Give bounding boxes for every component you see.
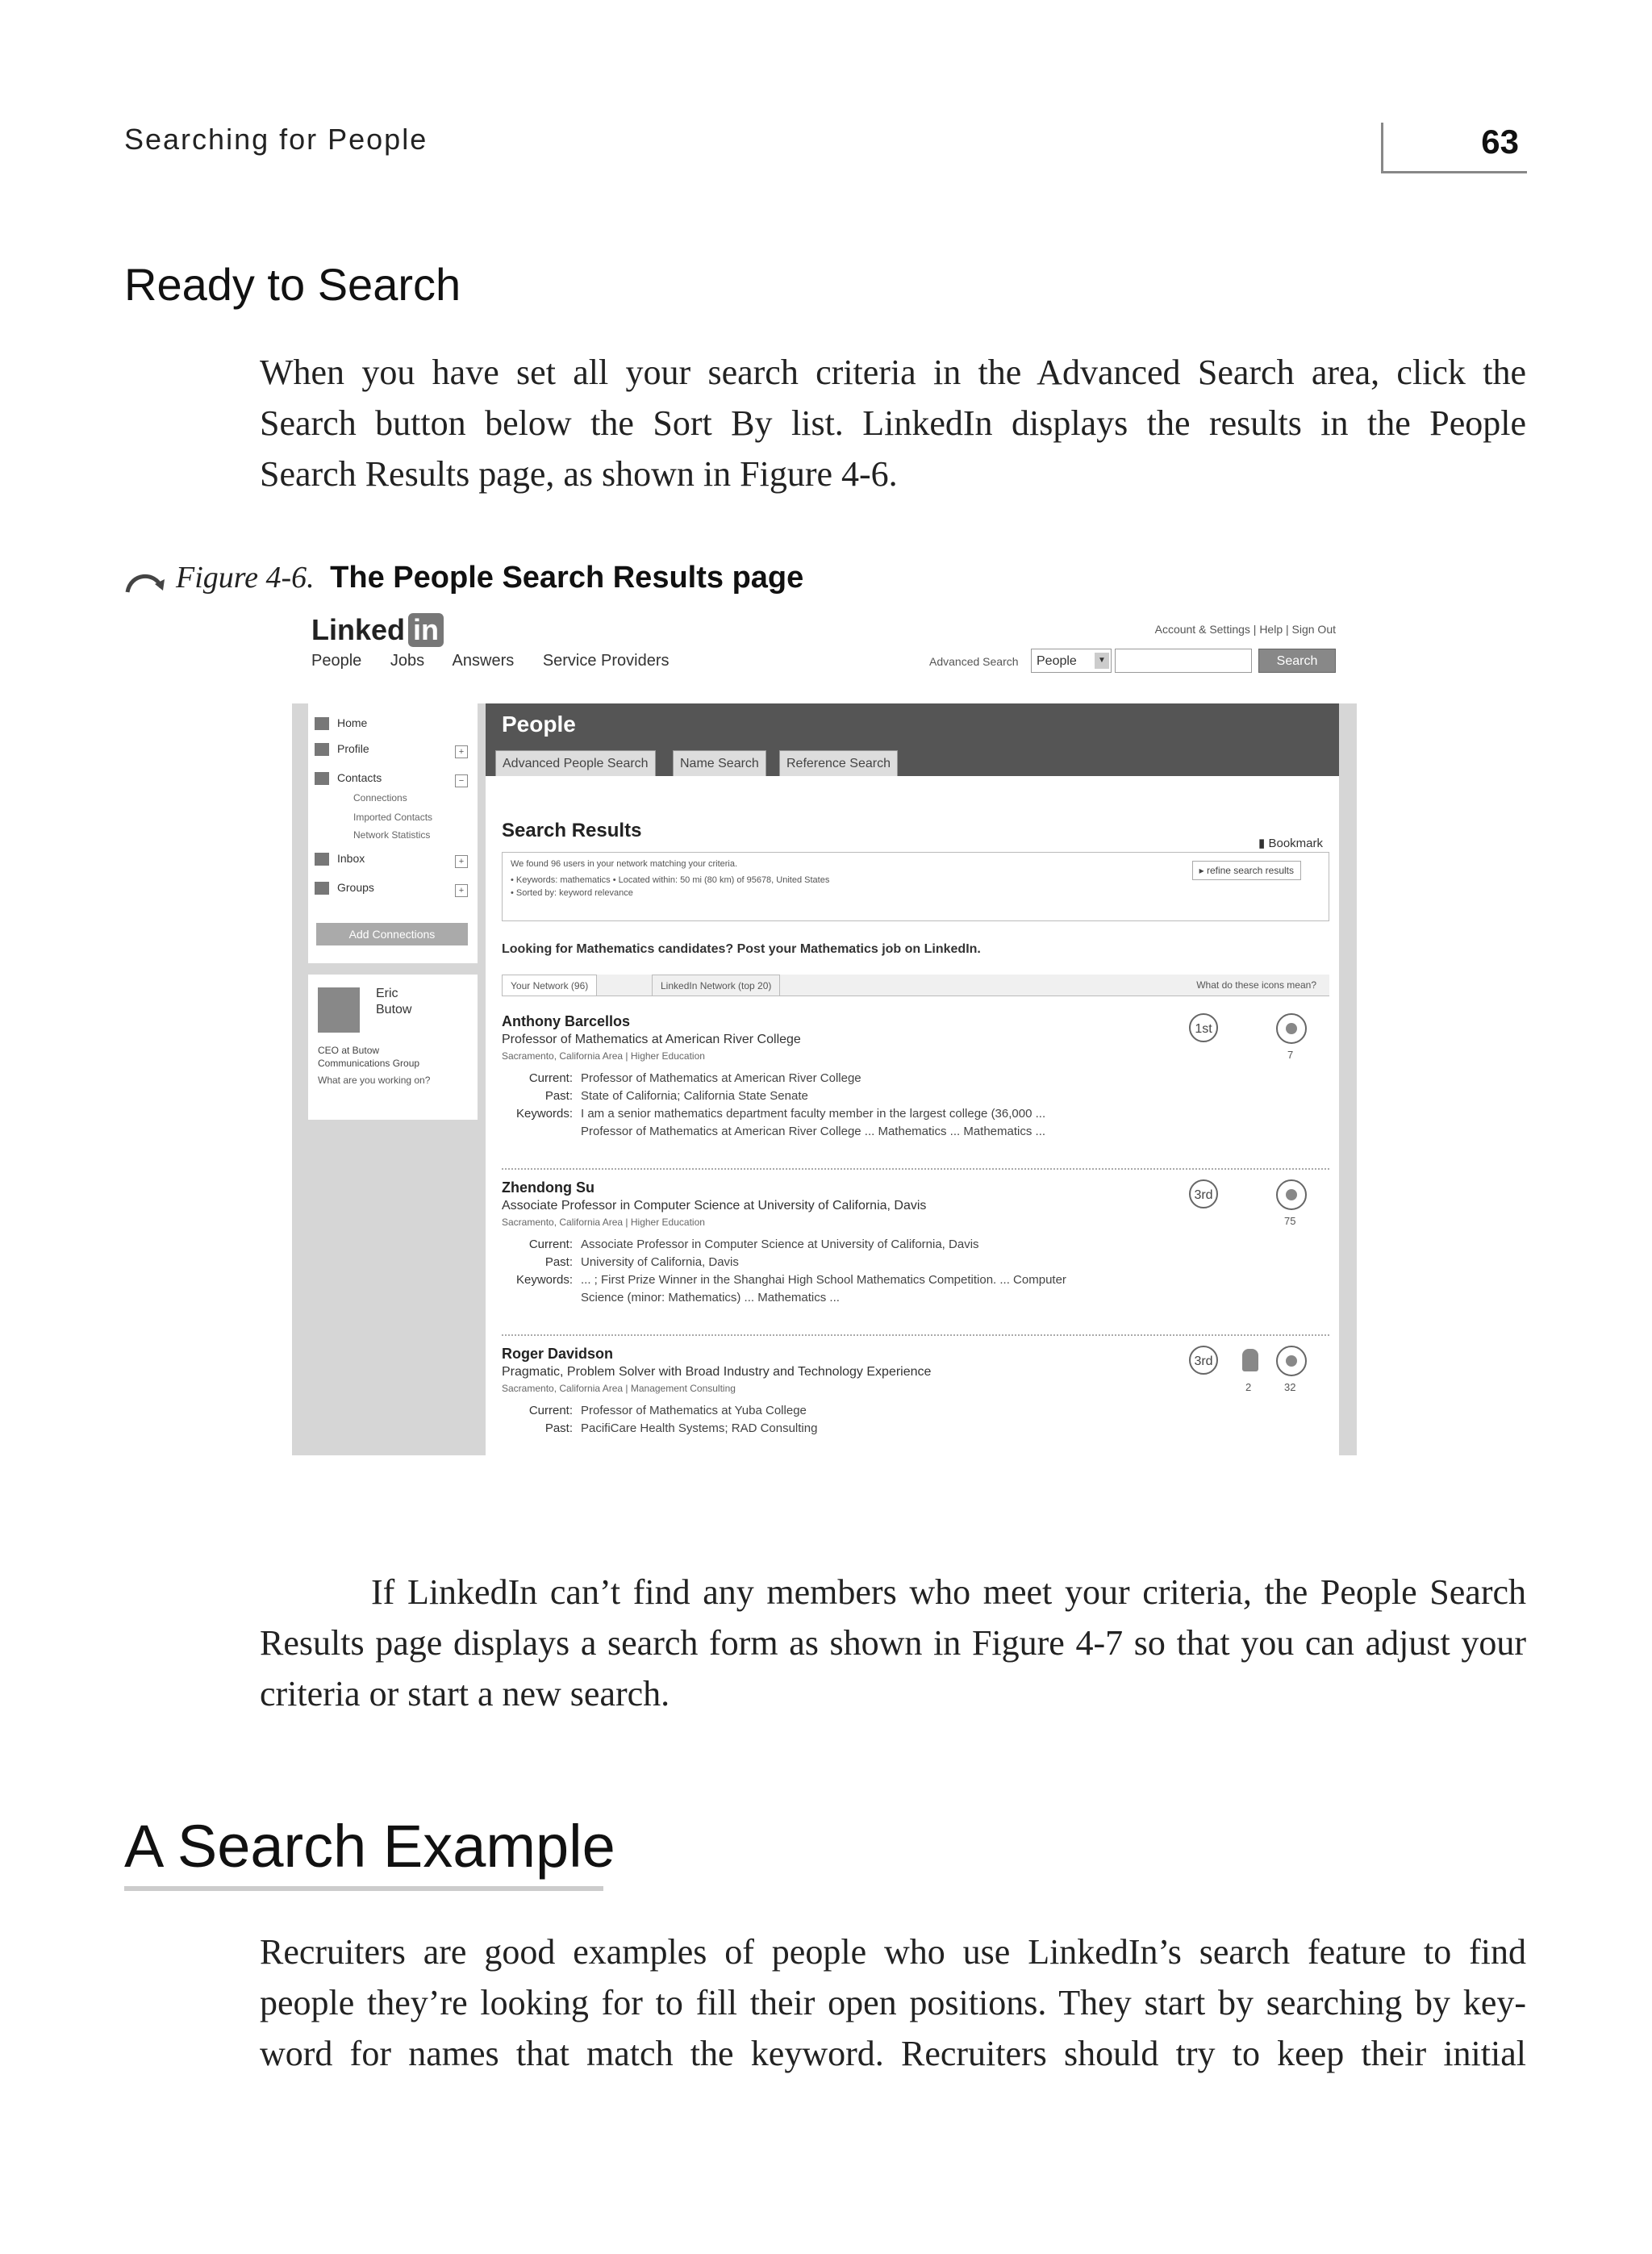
tab-name-search[interactable]: Name Search xyxy=(673,750,766,776)
paragraph-no-results xyxy=(260,1567,1526,1719)
status-prompt[interactable]: What are you working on? xyxy=(318,1075,431,1086)
result-keywords-cont: Science (minor: Mathematics) ... Mathematics ... xyxy=(581,1291,840,1304)
expand-icon[interactable]: + xyxy=(455,855,468,868)
result-headline: Associate Professor in Computer Science at University of California, Davis xyxy=(502,1199,927,1213)
paragraph-line: people they’re looking for to fill their open positions. They start by searching by key- xyxy=(260,1983,1526,2022)
sidebar-sub-network-stats[interactable]: Network Statistics xyxy=(353,829,431,841)
sidebar-sub-connections[interactable]: Connections xyxy=(353,792,407,804)
recommendation-icon[interactable] xyxy=(1242,1349,1258,1371)
section-heading-ready: Ready to Search xyxy=(124,259,461,310)
shared-groups-icon[interactable] xyxy=(1276,1179,1307,1210)
search-results-title: Search Results xyxy=(502,820,642,841)
logo-in-badge: in xyxy=(408,613,444,647)
result-keywords: Keywords: ... ; First Prize Winner in the Shanghai High School Mathematics Competition. ... Computer xyxy=(515,1273,1066,1287)
running-head: Searching for People xyxy=(124,123,428,156)
tab-linkedin-network[interactable]: LinkedIn Network (top 20) xyxy=(652,975,780,996)
profile-title: CEO at Butow Communications Group xyxy=(318,1045,420,1069)
result-keywords-cont: Professor of Mathematics at American River College ... Mathematics ... Mathematics ... xyxy=(581,1125,1046,1138)
network-tabs xyxy=(502,975,1329,996)
profile-icon xyxy=(315,743,329,756)
curved-arrow-icon xyxy=(124,568,166,595)
avatar[interactable] xyxy=(318,987,360,1033)
main-panel xyxy=(486,703,1339,1455)
nav-people[interactable]: People xyxy=(311,652,362,670)
search-type-select[interactable] xyxy=(1031,649,1112,673)
paragraph-line: If LinkedIn can’t find any members who meet your criteria, the People Search xyxy=(371,1572,1526,1612)
figure-label: Figure 4-6. xyxy=(176,561,315,595)
figure-caption xyxy=(124,560,803,595)
result-item xyxy=(502,1179,1329,1338)
result-past: Past: PacifiCare Health Systems; RAD Consulting xyxy=(544,1421,818,1435)
job-post-prompt[interactable]: Looking for Mathematics candidates? Post your Mathematics job on LinkedIn. xyxy=(502,942,981,956)
section-heading-example: A Search Example xyxy=(124,1813,615,1880)
heading-underline xyxy=(124,1886,603,1891)
degree-badge: 3rd xyxy=(1189,1346,1218,1375)
criteria-line: We found 96 users in your network matching your criteria. xyxy=(511,859,738,869)
figure-title: The People Search Results page xyxy=(330,561,804,595)
linkedin-logo[interactable] xyxy=(311,613,444,647)
result-past: Past: University of California, Davis xyxy=(544,1255,739,1269)
result-past: Past: State of California; California State Senate xyxy=(544,1089,808,1103)
criteria-line: • Keywords: mathematics • Located within: 50 mi (80 km) of 95678, United States xyxy=(511,875,830,885)
result-headline: Pragmatic, Problem Solver with Broad Industry and Technology Experience xyxy=(502,1365,932,1379)
result-item xyxy=(502,1346,1329,1450)
bookmark-link[interactable]: ▮ Bookmark xyxy=(1258,837,1323,850)
groups-icon xyxy=(315,882,329,895)
paragraph-line: criteria or start a new search. xyxy=(260,1674,670,1713)
result-current: Current: Professor of Mathematics at Yuba College xyxy=(528,1404,807,1417)
degree-badge: 1st xyxy=(1189,1013,1218,1042)
degree-badge: 3rd xyxy=(1189,1179,1218,1208)
page-title: People xyxy=(502,712,576,737)
nav-answers[interactable]: Answers xyxy=(452,652,515,670)
sidebar-item-home[interactable]: Home xyxy=(315,716,367,730)
figure-screenshot xyxy=(292,607,1357,1455)
inbox-icon xyxy=(315,853,329,866)
logo-text: Linked xyxy=(311,613,406,646)
paragraph-line: When you have set all your search criteria in the Advanced Search area, click the xyxy=(260,353,1526,392)
content-area xyxy=(292,703,1357,1455)
shared-groups-count: 75 xyxy=(1284,1215,1296,1227)
profile-name[interactable]: Eric Butow xyxy=(376,987,412,1016)
people-header xyxy=(486,703,1339,776)
result-keywords: Keywords: I am a senior mathematics department faculty member in the largest college (36,000 ... xyxy=(515,1107,1046,1121)
paragraph-line: Search Results page, as shown in Figure 4-6. xyxy=(260,454,898,494)
tab-your-network[interactable]: Your Network (96) xyxy=(502,975,597,996)
search-type-value: People xyxy=(1037,654,1077,668)
paragraph-line: Search button below the Sort By list. LinkedIn displays the results in the People xyxy=(260,403,1526,443)
page-number: 63 xyxy=(1481,123,1519,161)
criteria-line: • Sorted by: keyword relevance xyxy=(511,888,633,898)
sidebar-item-contacts[interactable]: Contacts xyxy=(315,771,382,785)
result-divider xyxy=(502,1334,1329,1336)
result-location: Sacramento, California Area | Higher Education xyxy=(502,1050,705,1062)
refine-search-button[interactable]: ▸ refine search results xyxy=(1192,861,1301,880)
result-name[interactable]: Anthony Barcellos xyxy=(502,1013,631,1029)
recommendation-count: 2 xyxy=(1245,1381,1252,1393)
sidebar-item-inbox[interactable]: Inbox xyxy=(315,852,365,866)
result-divider xyxy=(502,1168,1329,1170)
result-item xyxy=(502,1013,1329,1171)
paragraph-example xyxy=(260,1926,1526,2079)
shared-groups-count: 7 xyxy=(1287,1049,1294,1061)
advanced-search-link[interactable]: Advanced Search xyxy=(929,655,1019,668)
shared-groups-icon[interactable] xyxy=(1276,1346,1307,1376)
result-current: Current: Professor of Mathematics at American River College xyxy=(528,1071,861,1085)
result-name[interactable]: Roger Davidson xyxy=(502,1346,614,1362)
sidebar-item-groups[interactable]: Groups xyxy=(315,881,374,895)
shared-groups-icon[interactable] xyxy=(1276,1013,1307,1044)
icons-help-link[interactable]: What do these icons mean? xyxy=(1196,979,1316,991)
home-icon xyxy=(315,717,329,730)
shared-groups-count: 32 xyxy=(1284,1381,1296,1393)
main-nav xyxy=(311,652,694,670)
criteria-summary xyxy=(502,852,1329,921)
expand-icon[interactable]: + xyxy=(455,745,468,758)
result-headline: Professor of Mathematics at American River College xyxy=(502,1033,801,1046)
result-current: Current: Associate Professor in Computer Science at University of California, Davis xyxy=(528,1238,979,1251)
nav-service-providers[interactable]: Service Providers xyxy=(542,652,670,670)
sidebar-sub-imported[interactable]: Imported Contacts xyxy=(353,812,433,823)
tab-advanced-people-search[interactable]: Advanced People Search xyxy=(495,750,656,776)
contacts-icon xyxy=(315,772,329,785)
chevron-down-icon: ▼ xyxy=(1095,653,1109,669)
sidebar-item-profile[interactable]: Profile xyxy=(315,742,369,756)
nav-jobs[interactable]: Jobs xyxy=(390,652,425,670)
result-name[interactable]: Zhendong Su xyxy=(502,1179,594,1196)
result-location: Sacramento, California Area | Management Consulting xyxy=(502,1383,736,1394)
account-links[interactable]: Account & Settings | Help | Sign Out xyxy=(1154,623,1336,636)
search-button[interactable]: Search xyxy=(1258,649,1336,673)
result-location: Sacramento, California Area | Higher Education xyxy=(502,1217,705,1228)
profile-box xyxy=(308,975,478,1120)
paragraph-line: Recruiters are good examples of people who use LinkedIn’s search feature to find xyxy=(260,1932,1526,1972)
paragraph-line: Results page displays a search form as shown in Figure 4-7 so that you can adjust your xyxy=(260,1623,1526,1663)
search-input[interactable] xyxy=(1115,649,1252,673)
sidebar xyxy=(308,703,478,963)
paragraph-ready xyxy=(260,347,1526,499)
page-number-box xyxy=(1381,123,1527,173)
expand-icon[interactable]: + xyxy=(455,884,468,897)
add-connections-button[interactable]: Add Connections xyxy=(316,923,468,945)
tab-reference-search[interactable]: Reference Search xyxy=(779,750,898,776)
collapse-icon[interactable]: − xyxy=(455,774,468,787)
paragraph-line: word for names that match the keyword. Recruiters should try to keep their initial xyxy=(260,2034,1526,2073)
